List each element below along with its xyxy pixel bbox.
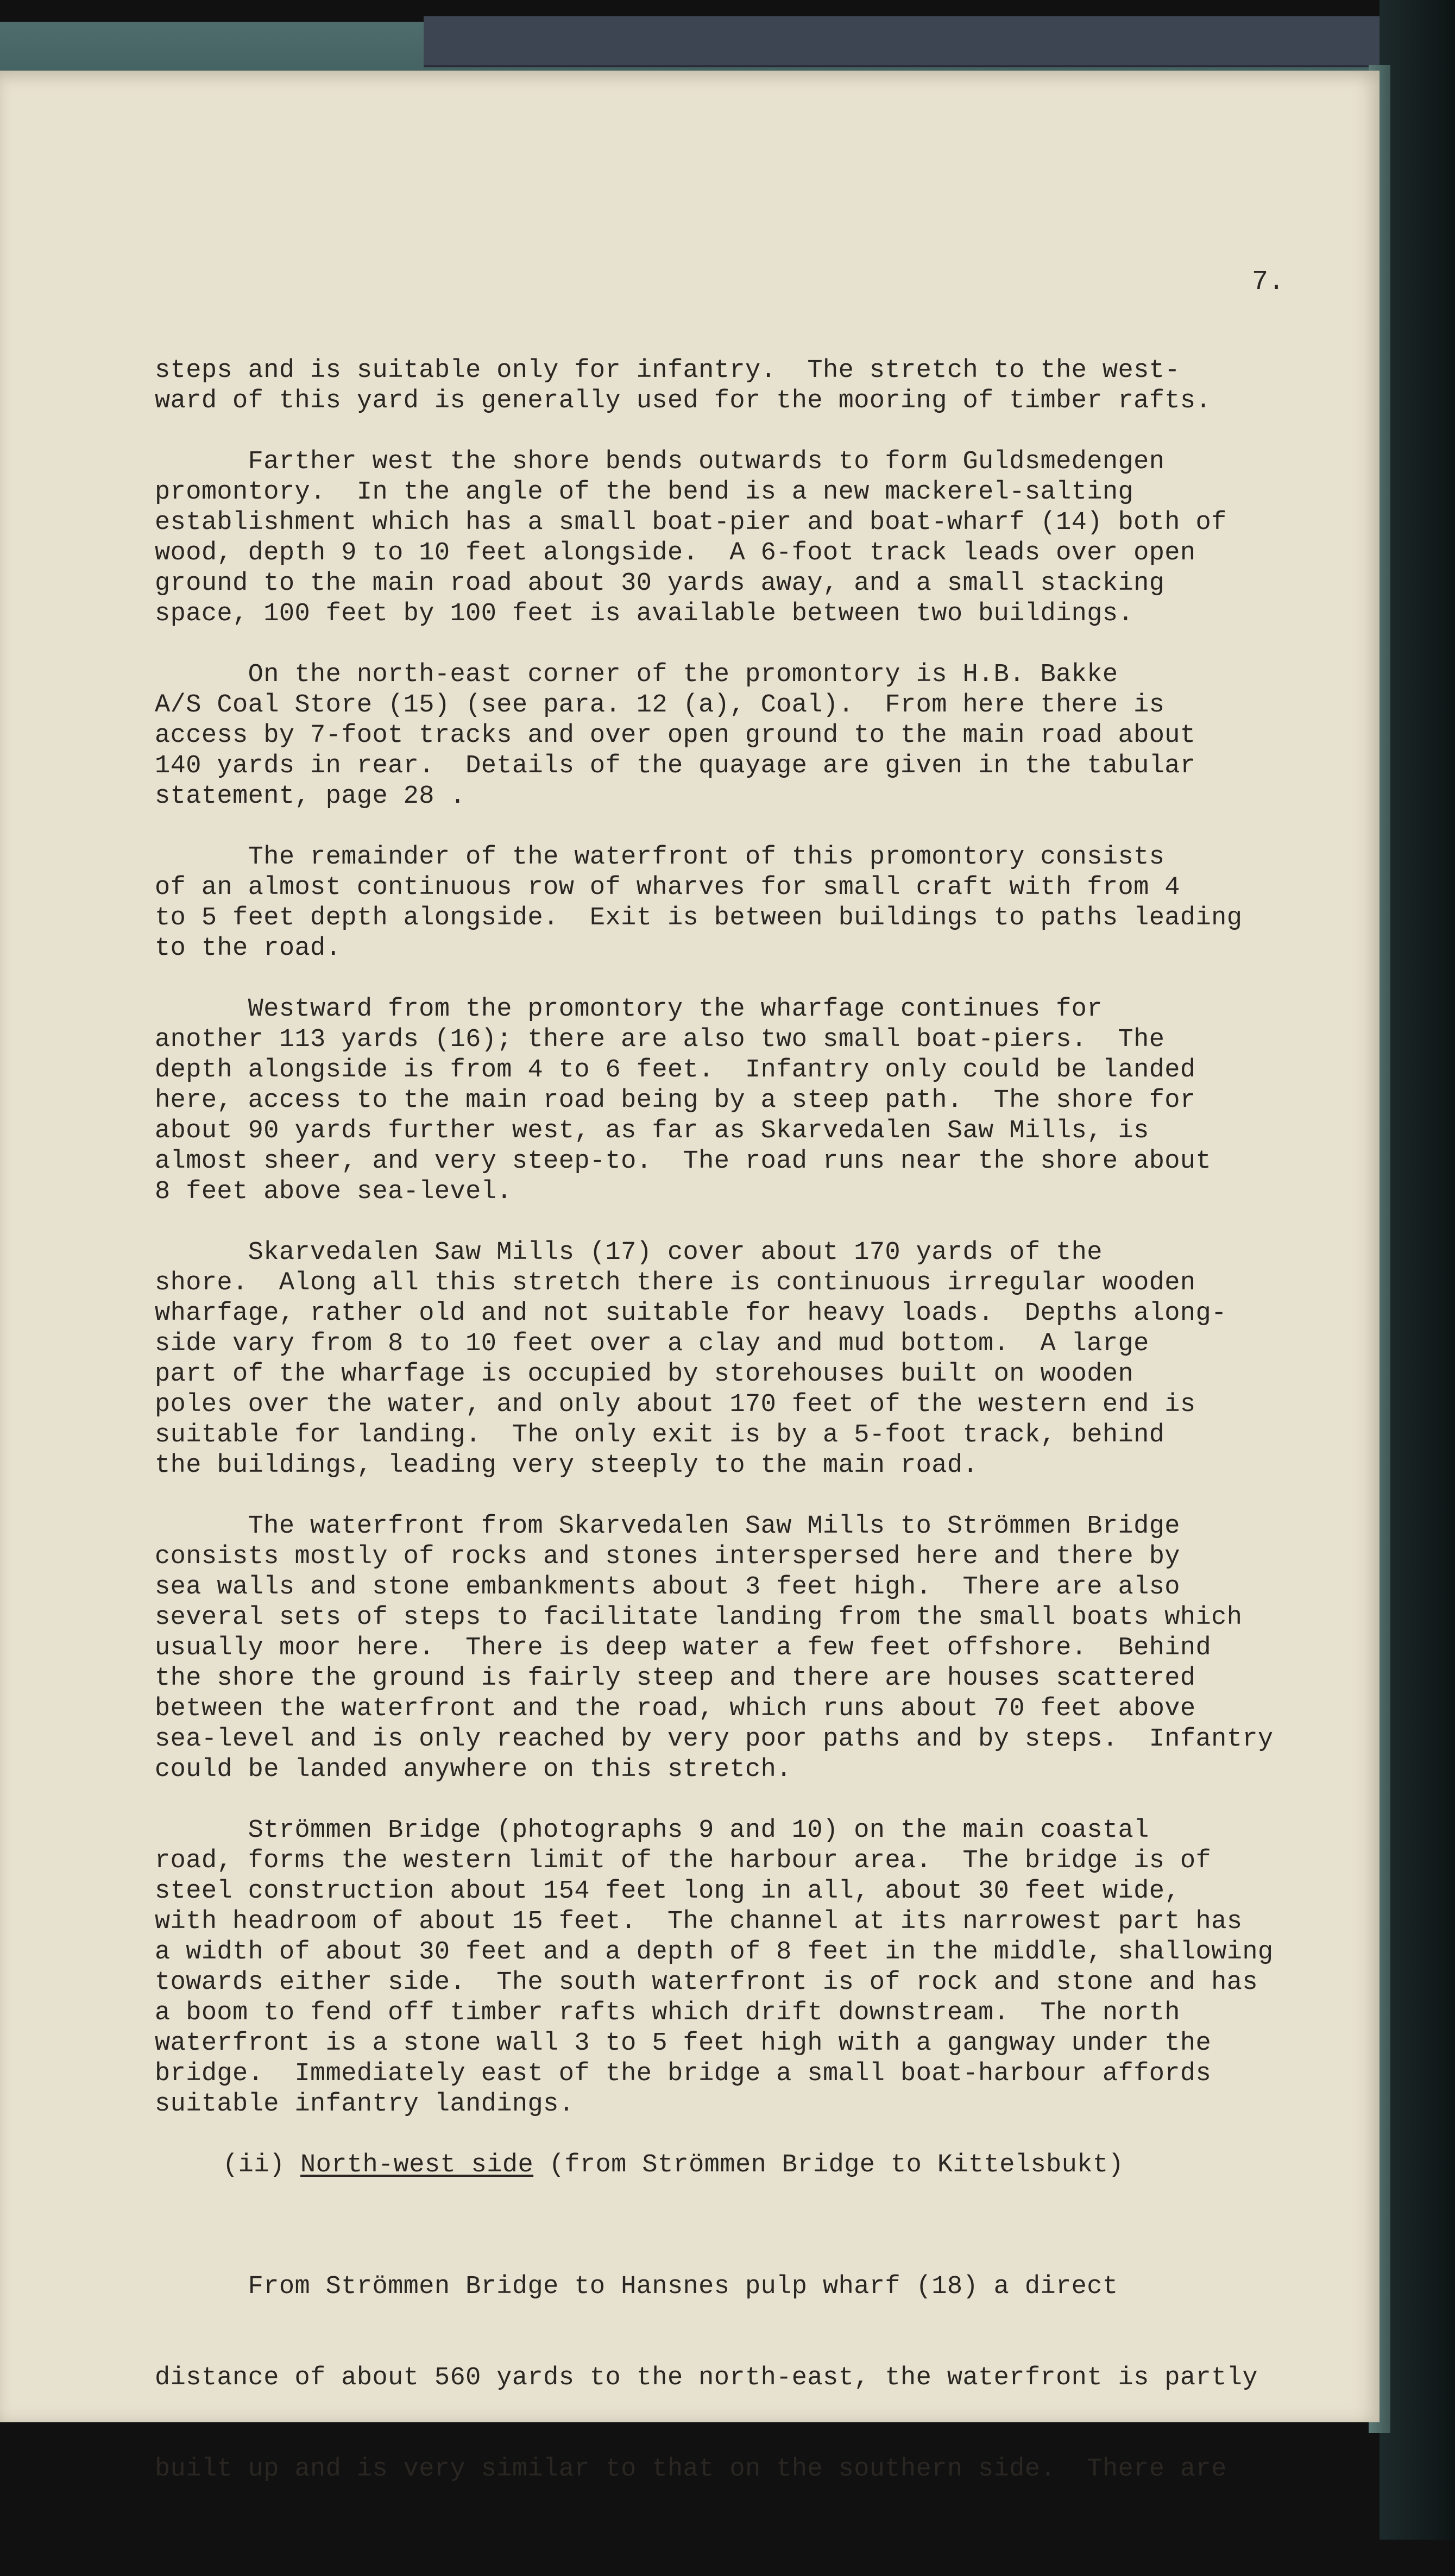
paragraph-line: to 5 feet depth alongside. Exit is between buildings to paths leading — [155, 904, 1243, 933]
body-text — [155, 356, 1279, 2576]
binder-cover-right — [1380, 0, 1455, 2540]
paragraph-line: consists mostly of rocks and stones interspersed here and there by — [155, 1542, 1180, 1571]
paragraph-line: Westward from the promontory the wharfage continues for — [155, 995, 1103, 1024]
paragraph-line: 8 feet above sea-level. — [155, 1177, 512, 1206]
paragraph-line: part of the wharfage is occupied by storehouses built on wooden — [155, 1360, 1134, 1389]
paragraph-line: could be landed anywhere on this stretch. — [155, 1755, 792, 1784]
paragraph — [155, 1816, 1279, 2120]
paragraph-line: wharfage, rather old and not suitable for heavy loads. Depths along- — [155, 1299, 1227, 1328]
paragraph — [155, 1511, 1279, 1785]
paragraph-line: road, forms the western limit of the harbour area. The bridge is of — [155, 1847, 1212, 1875]
paragraph-line: access by 7-foot tracks and over open ground to the main road about — [155, 721, 1196, 750]
paragraph — [155, 994, 1279, 1207]
paragraph-line: poles over the water, and only about 170 feet of the western end is — [155, 1390, 1196, 1419]
paragraph — [155, 356, 1279, 417]
paragraph-line: sea-level and is only reached by very poor paths and by steps. Infantry — [155, 1725, 1274, 1754]
paragraph-line: almost sheer, and very steep-to. The road runs near the shore about — [155, 1147, 1212, 1176]
paragraph-line: suitable infantry landings. — [155, 2090, 575, 2119]
paragraph-line: The remainder of the waterfront of this promontory consists — [155, 843, 1165, 872]
paragraph-line: A/S Coal Store (15) (see para. 12 (a), Coal). From here there is — [155, 691, 1165, 720]
paragraph-line: Skarvedalen Saw Mills (17) cover about 170 yards of the — [155, 1238, 1103, 1267]
paragraph-line: the buildings, leading very steeply to the main road. — [155, 1451, 979, 1480]
paragraph-line: From Strömmen Bridge to Hansnes pulp wharf (18) a direct — [155, 2272, 1118, 2301]
paragraph-final — [155, 2211, 1279, 2546]
paragraph-line: distance of about 560 yards to the north-east, the waterfront is partly — [155, 2364, 1258, 2392]
paragraph-line: ward of this yard is generally used for the mooring of timber rafts. — [155, 387, 1212, 415]
binder-spine-top — [424, 16, 1401, 67]
paragraph-line: the shore the ground is fairly steep and there are houses scattered — [155, 1664, 1196, 1693]
paragraph-line: 140 yards in rear. Details of the quayage are given in the tabular — [155, 752, 1196, 780]
paragraph-line: between the waterfront and the road, which runs about 70 feet above — [155, 1695, 1196, 1723]
paragraph-line: suitable for landing. The only exit is by a 5-foot track, behind — [155, 1421, 1165, 1450]
paragraph — [155, 1238, 1279, 1481]
paragraph-line: The waterfront from Skarvedalen Saw Mills to Strömmen Bridge — [155, 1512, 1180, 1541]
paragraph-line: usually moor here. There is deep water a few feet offshore. Behind — [155, 1634, 1212, 1662]
paragraph-line: promontory. In the angle of the bend is a new mackerel-salting — [155, 478, 1134, 507]
paragraph-line: of an almost continuous row of wharves for small craft with from 4 — [155, 873, 1180, 902]
paragraph-line: here, access to the main road being by a steep path. The shore for — [155, 1086, 1196, 1115]
paragraph-line: waterfront is a stone wall 3 to 5 feet high with a gangway under the — [155, 2029, 1212, 2058]
paragraph-line: depth alongside is from 4 to 6 feet. Infantry only could be landed — [155, 1056, 1196, 1085]
paragraph-line: built up and is very similar to that on the southern side. There are — [155, 2455, 1227, 2484]
paragraph-line: a boom to fend off timber rafts which drift downstream. The north — [155, 1999, 1180, 2027]
paragraph-line: Strömmen Bridge (photographs 9 and 10) on the main coastal — [155, 1816, 1149, 1845]
paragraph-line: ground to the main road about 30 yards away, and a small stacking — [155, 569, 1165, 598]
paragraph-line: space, 100 feet by 100 feet is available between two buildings. — [155, 600, 1134, 628]
paragraph-line: side vary from 8 to 10 feet over a clay and mud bottom. A large — [155, 1330, 1149, 1358]
paragraph-line: towards either side. The south waterfront is of rock and stone and has — [155, 1968, 1258, 1997]
section-number: (ii) — [223, 2151, 301, 2180]
paragraph — [155, 842, 1279, 964]
paragraph-list — [155, 356, 1279, 2120]
paragraph-line: shore. Along all this stretch there is continuous irregular wooden — [155, 1269, 1196, 1298]
paragraph-line: sea walls and stone embankments about 3 feet high. There are also — [155, 1573, 1180, 1602]
section-subtitle: (from Strömmen Bridge to Kittelsbukt) — [533, 2151, 1124, 2180]
paragraph-line: about 90 yards further west, as far as Skarvedalen Saw Mills, is — [155, 1117, 1149, 1145]
paragraph-line: establishment which has a small boat-pier and boat-wharf (14) both of — [155, 508, 1227, 537]
section-title: North-west side — [300, 2151, 534, 2180]
paragraph-line: steps and is suitable only for infantry. The stretch to the west- — [155, 356, 1180, 385]
paragraph-line: statement, page 28 . — [155, 782, 466, 811]
section-heading — [155, 2150, 1279, 2181]
paragraph-line: another 113 yards (16); there are also two small boat-piers. The — [155, 1025, 1165, 1054]
paragraph-line: a width of about 30 feet and a depth of 8 feet in the middle, shallowing — [155, 1938, 1274, 1967]
page-number: 7. — [1252, 267, 1285, 298]
paragraph-line: On the north-east corner of the promontory is H.B. Bakke — [155, 660, 1118, 689]
paragraph — [155, 660, 1279, 812]
paragraph-line: with headroom of about 15 feet. The channel at its narrowest part has — [155, 1907, 1243, 1936]
paragraph-line: to the road. — [155, 934, 342, 963]
paragraph-line: several sets of steps to facilitate landing from the small boats which — [155, 1603, 1243, 1632]
paragraph-line: bridge. Immediately east of the bridge a small boat-harbour affords — [155, 2059, 1212, 2088]
paragraph-line: steel construction about 154 feet long in all, about 30 feet wide, — [155, 1877, 1180, 1906]
paragraph — [155, 447, 1279, 629]
paragraph-line: wood, depth 9 to 10 feet alongside. A 6-foot track leads over open — [155, 539, 1196, 568]
paragraph-line: Farther west the shore bends outwards to form Guldsmedengen — [155, 448, 1165, 476]
